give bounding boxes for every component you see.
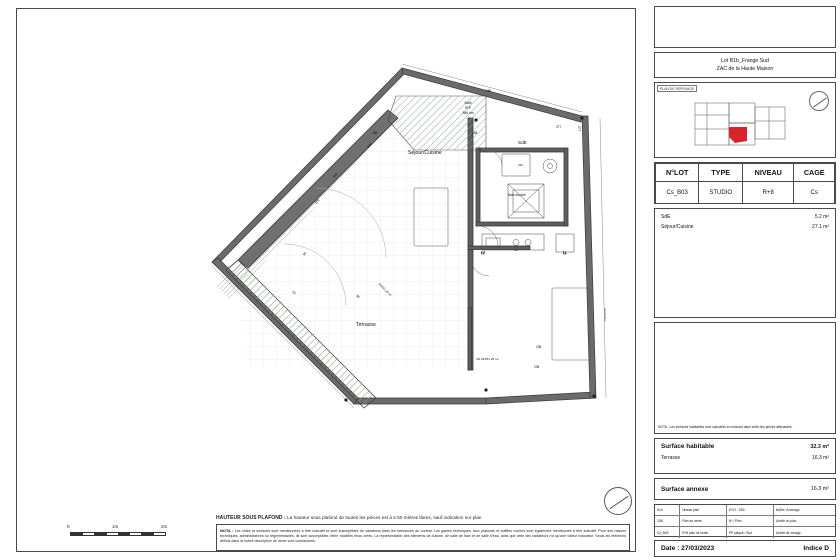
cartouche-note-text: NOTA : Les surfaces habitables sont calculées en incluant dans celle des pièces attenantes. bbox=[658, 425, 793, 430]
label-bain-douche: Bain-douche bbox=[508, 193, 526, 197]
scale-tick-2: 2m bbox=[161, 524, 168, 529]
svg-text:255: 255 bbox=[372, 131, 378, 135]
habitable-row bbox=[661, 455, 829, 461]
label-sejour-cuisine: Séjour/Cuisine bbox=[408, 150, 442, 156]
mini-info-table bbox=[654, 504, 836, 537]
keyplan-box bbox=[654, 82, 836, 158]
surface-label-0: SdE bbox=[661, 214, 671, 220]
surface-list-box bbox=[654, 208, 836, 318]
svg-text:Seuil libre: Seuil libre bbox=[603, 308, 607, 322]
keyplan-north-icon bbox=[809, 91, 829, 111]
mini-row bbox=[655, 505, 835, 516]
highlighted-lot bbox=[729, 127, 747, 143]
lot-header-2: NIVEAU bbox=[743, 164, 794, 182]
logo-box bbox=[654, 6, 836, 48]
svg-text:LV: LV bbox=[481, 251, 485, 255]
mini-row bbox=[655, 527, 835, 538]
mini-cell-0-0: Ech. bbox=[655, 505, 680, 515]
svg-text:104: 104 bbox=[313, 198, 321, 205]
keyplan-caption: PLAN DE REPERAGE bbox=[657, 85, 697, 92]
floor-plan bbox=[16, 8, 636, 552]
scale-tick-1: 1m bbox=[112, 524, 119, 529]
label-sde-surface: 222 bbox=[518, 163, 524, 167]
svg-text:366 cm: 366 cm bbox=[462, 111, 474, 115]
lot-info-table bbox=[654, 162, 836, 204]
project-box bbox=[654, 52, 836, 78]
habitable-title: Surface habitable bbox=[661, 443, 715, 450]
keyplan-diagram bbox=[685, 97, 805, 153]
date-index-box bbox=[654, 540, 836, 557]
habitable-surface-box bbox=[654, 438, 836, 474]
mini-cell-1-3: Libellé du plan bbox=[775, 519, 797, 523]
svg-text:162: 162 bbox=[331, 172, 339, 179]
svg-text:144: 144 bbox=[365, 142, 373, 149]
habitable-value: 32.3 m² bbox=[810, 444, 829, 450]
mini-cell-0-2: ECH : 1/50 bbox=[727, 505, 774, 515]
lot-header-1: TYPE bbox=[699, 164, 743, 182]
ceiling-height-note bbox=[216, 515, 546, 522]
mini-cell-2-2: PP plaque / Sud bbox=[727, 527, 774, 538]
lot-value-1: STUDIO bbox=[699, 182, 743, 204]
scale-bar-ticks bbox=[70, 532, 166, 536]
svg-text:238: 238 bbox=[536, 345, 542, 349]
date-label: Date : bbox=[661, 545, 680, 552]
label-sde: SdE bbox=[518, 140, 527, 145]
svg-text:99: 99 bbox=[301, 251, 308, 257]
svg-text:277: 277 bbox=[577, 126, 581, 132]
mini-cell-1-1: Plan de vente bbox=[680, 516, 727, 526]
mini-cell-1-0: 1/50 bbox=[655, 516, 680, 526]
mini-cell-2-0: Cs_B03 bbox=[655, 527, 680, 538]
svg-text:LL: LL bbox=[563, 251, 567, 255]
mini-cell-0-1: Niveau plan bbox=[680, 505, 727, 515]
habitable-row-value: 16.3 m² bbox=[812, 455, 829, 461]
ceiling-height-note-title: HAUTEUR SOUS PLAFOND : bbox=[216, 515, 286, 521]
date-value: 27/03/2023 bbox=[681, 545, 715, 552]
annexe-value: 16.3 m² bbox=[810, 486, 829, 492]
annexe-title: Surface annexe bbox=[661, 485, 709, 493]
mini-cell-2-1: R+8 plan de vente bbox=[680, 527, 727, 538]
scale-tick-0: 0 bbox=[67, 524, 70, 529]
ceiling-height-note-text: La hauteur sous plafond de toutes les pièces est à 2.50 mètres libres, sauf indication sur plan bbox=[287, 515, 482, 520]
nota-block bbox=[216, 524, 630, 551]
lot-value-2: R+8 bbox=[743, 182, 794, 204]
scale-bar bbox=[62, 524, 182, 544]
svg-text:344/51.25 m²: 344/51.25 m² bbox=[377, 281, 393, 298]
nota-title: NOTA : bbox=[220, 527, 234, 533]
project-line-1: Lot B1b_Frange Sud bbox=[721, 58, 769, 64]
lot-header-0: N°LOT bbox=[656, 164, 699, 182]
svg-text:l'EP: l'EP bbox=[465, 106, 471, 110]
annexe-surface-box bbox=[654, 478, 836, 500]
mini-cell-1-2: Nº / Plan bbox=[727, 516, 774, 526]
svg-text:86: 86 bbox=[355, 293, 361, 300]
surface-row bbox=[661, 213, 829, 223]
svg-text:VE 344/51.25 m²: VE 344/51.25 m² bbox=[476, 357, 499, 361]
svg-text:258: 258 bbox=[472, 131, 478, 135]
svg-text:156: 156 bbox=[486, 89, 492, 93]
label-terrasse: Terrasse bbox=[356, 322, 376, 328]
cartouche-note-box bbox=[654, 322, 836, 434]
north-arrow bbox=[604, 487, 632, 515]
project-line-2: ZAC de la Haute Maison bbox=[716, 66, 774, 72]
index-label: Indice D bbox=[803, 545, 829, 552]
svg-text:63: 63 bbox=[291, 289, 297, 296]
bathroom-fixtures bbox=[502, 154, 557, 218]
surface-value-0: 5.2 m² bbox=[814, 214, 829, 220]
lot-value-3: Cs bbox=[794, 182, 835, 204]
nota-text: Les côtes et surfaces sont mentionnées à titre indicatif et sont susceptibles de variations dans les tolérances du contrat. Les gaines techniques, faux plafonds et soffites connus sont également mentionnés à titre indicatif. Pour des raisons techniques, administratives ou réglementaires, ils sont susceptibles d'être modifiés et/ou créés. La représentation des éléments de cuisine, de salle de bain et de salle d'eau, ainsi que celle des radiateurs n'a qu'une valeur indicative. Seuls les éléments définis dans la notice descriptive de vente sont contractuels. bbox=[220, 528, 627, 543]
surface-label-1: Séjour/Cuisine bbox=[661, 223, 694, 230]
lot-header-3: CAGE bbox=[794, 164, 835, 182]
title-block bbox=[654, 6, 836, 555]
svg-text:277: 277 bbox=[556, 125, 562, 129]
mini-row bbox=[655, 516, 835, 527]
lot-value-0: Cs_B03 bbox=[656, 182, 699, 204]
kitchen-fixtures bbox=[481, 234, 574, 255]
surface-row bbox=[661, 223, 829, 233]
svg-text:238: 238 bbox=[534, 365, 540, 369]
mini-cell-0-3: MaÎtre d'ouvrage bbox=[775, 508, 800, 512]
habitable-row-label: Terrasse bbox=[661, 455, 681, 461]
svg-text:Salle: Salle bbox=[464, 101, 472, 105]
surface-value-1: 27.1 m² bbox=[812, 223, 829, 230]
mini-cell-2-3: Libellé de zonage bbox=[775, 530, 801, 535]
